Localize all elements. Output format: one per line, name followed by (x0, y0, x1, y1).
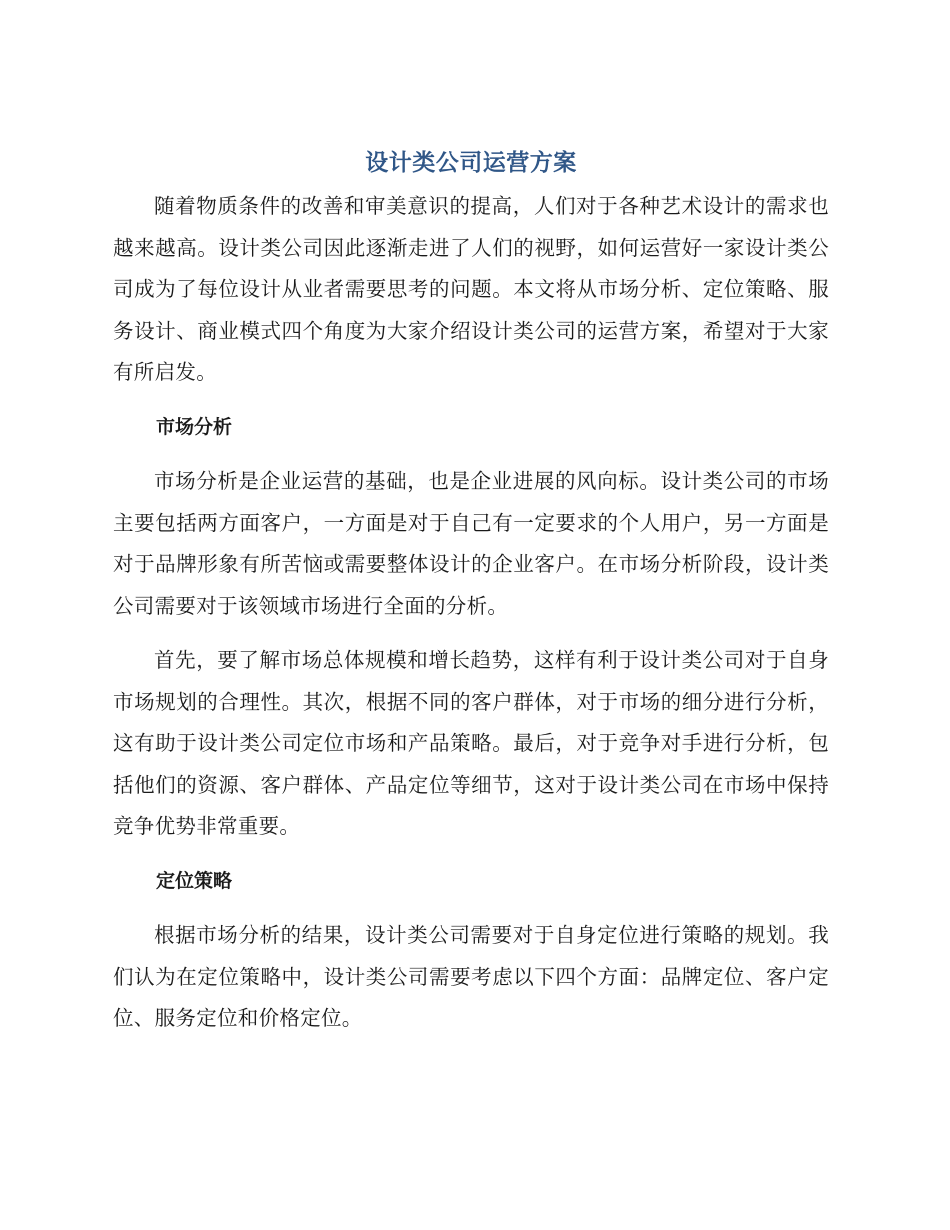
document-title: 设计类公司运营方案 (365, 150, 577, 176)
section-spacer (113, 394, 829, 407)
market-analysis-paragraph-2: 首先，要了解市场总体规模和增长趋势，这样有利于设计类公司对于自身市场规划的合理性。其次，根据不同的客户群体，对于市场的细分进行分析，这有助于设计类公司定位市场和产品策略。最后，对于竞争对手进行分析，包括他们的资源、客户群体、产品定位等细节，这对于设计类公司在市场中保持竞争优势非常重要。 (113, 648, 829, 838)
intro-paragraph: 随着物质条件的改善和审美意识的提高，人们对于各种艺术设计的需求也越来越高。设计类公司因此逐渐走进了人们的视野，如何运营好一家设计类公司成为了每位设计从业者需要思考的问题。本文将从市场分析、定位策略、服务设计、商业模式四个角度为大家介绍设计类公司的运营方案，希望对于大家有所启发。 (113, 194, 829, 384)
market-analysis-paragraph-1: 市场分析是企业运营的基础，也是企业进展的风向标。设计类公司的市场主要包括两方面客户，一方面是对于自己有一定要求的个人用户，另一方面是对于品牌形象有所苦恼或需要整体设计的企业客户。在市场分析阶段，设计类公司需要对于该领域市场进行全面的分析。 (113, 469, 829, 618)
section-heading-positioning-strategy: 定位策略 (156, 869, 233, 892)
document-body (113, 140, 829, 1040)
section-spacer (113, 848, 829, 861)
section-spacer (113, 902, 829, 915)
section-heading-market-analysis: 市场分析 (156, 415, 233, 438)
paragraph-spacer (113, 627, 829, 640)
positioning-strategy-paragraph-1: 根据市场分析的结果，设计类公司需要对于自身定位进行策略的规划。我们认为在定位策略中，设计类公司需要考虑以下四个方面：品牌定位、客户定位、服务定位和价格定位。 (113, 923, 829, 1030)
section-spacer (113, 448, 829, 461)
